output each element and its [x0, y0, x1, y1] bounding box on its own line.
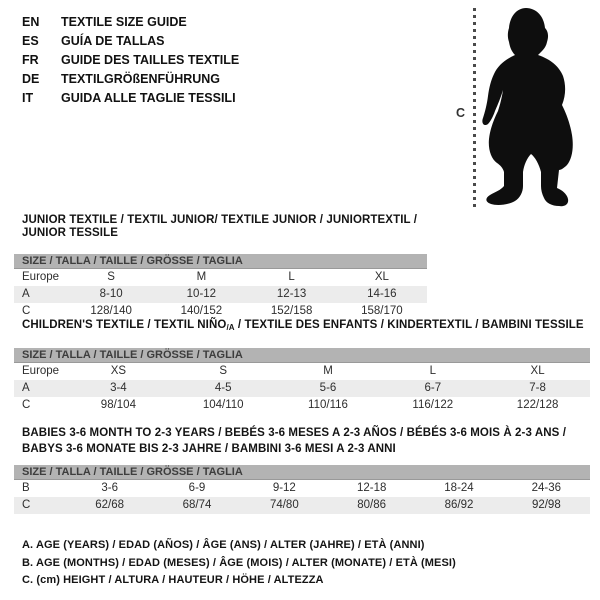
footnote-c: C. (cm) HEIGHT / ALTURA / HAUTEUR / HÖHE / ALTEZZA: [22, 574, 324, 586]
size-header-bar: SIZE / TALLA / TAILLE / GRÖSSE / TAGLIA: [14, 254, 427, 269]
footnote-a: A. AGE (YEARS) / EDAD (AÑOS) / ÂGE (ANS) / ALTER (JAHRE) / ETÀ (ANNI): [22, 539, 425, 551]
language-row-fr: [22, 51, 239, 70]
table-cell: S: [107, 271, 115, 283]
junior-table-section: [14, 214, 427, 320]
table-row: [14, 286, 427, 303]
table-row: [14, 397, 590, 414]
language-row-it: [22, 89, 239, 108]
language-list: [22, 13, 239, 108]
footnote-b: B. AGE (MONTHS) / EDAD (MESES) / ÂGE (MOIS) / ALTER (MONATE) / ETÀ (MESI): [22, 556, 456, 569]
table-cell: 6-7: [424, 382, 442, 394]
row-label: C: [22, 399, 31, 411]
table-cell: 6-9: [188, 482, 206, 494]
table-cell: 3-4: [110, 382, 127, 394]
language-title: TEXTILGRÖßENFÜHRUNG: [61, 72, 221, 86]
row-label: B: [22, 482, 30, 494]
table-cell: 24-36: [531, 482, 562, 494]
table-cell: 9-12: [272, 482, 296, 494]
language-title: GUIDA ALLE TAGLIE TESSILI: [61, 91, 236, 105]
language-title: GUÍA DE TALLAS: [61, 34, 165, 48]
language-code: DE: [22, 72, 40, 86]
table-cell: 10-12: [186, 288, 217, 300]
language-code: FR: [22, 53, 39, 67]
table-cell: 80/86: [357, 499, 387, 511]
table-row: [14, 363, 590, 380]
table-cell: 152/158: [270, 305, 313, 317]
title-text: CHILDREN'S TEXTILE / TEXTIL NIÑO: [22, 319, 227, 331]
language-code: EN: [22, 15, 40, 29]
table-row: [14, 497, 590, 514]
title-text: / TEXTILE DES ENFANTS / KINDERTEXTIL / BAMBINI TESSILE: [234, 319, 584, 331]
language-row-de: [22, 70, 239, 89]
table-cell: 116/122: [412, 399, 454, 411]
table-row: [14, 303, 427, 320]
table-cell: 140/152: [180, 305, 223, 317]
table-cell: M: [196, 271, 207, 283]
table-cell: 68/74: [182, 499, 212, 511]
row-label: A: [22, 288, 30, 300]
height-measure-label: C: [456, 106, 466, 120]
table-cell: XL: [530, 365, 545, 377]
row-label: C: [22, 305, 31, 317]
table-cell: 3-6: [101, 482, 118, 494]
table-cell: 7-8: [529, 382, 546, 394]
height-measure-line: [473, 8, 476, 210]
table-cell: 158/170: [361, 305, 403, 317]
babies-table-section: [14, 425, 590, 514]
table-row: [14, 269, 427, 286]
table-cell: 8-10: [99, 288, 123, 300]
table-row: [14, 480, 590, 497]
table-cell: XL: [374, 271, 389, 283]
language-title: GUIDE DES TAILLES TEXTILE: [61, 53, 240, 67]
toddler-silhouette-icon: [477, 2, 597, 212]
language-code: IT: [22, 91, 34, 105]
language-row-en: [22, 13, 239, 32]
table-cell: 4-5: [214, 382, 232, 394]
babies-table: [14, 465, 590, 514]
table-cell: 62/68: [95, 499, 125, 511]
table-cell: 128/140: [90, 305, 132, 317]
table-cell: M: [323, 365, 333, 377]
figure-area: [450, 0, 600, 230]
row-label: Europe: [22, 365, 60, 377]
children-table: [14, 348, 590, 414]
table-cell: S: [219, 365, 228, 377]
table-cell: 14-16: [367, 288, 397, 300]
language-code: ES: [22, 34, 39, 48]
children-table-section: [14, 319, 590, 414]
babies-title-line1: BABIES 3-6 MONTH TO 2-3 YEARS / BEBÉS 3-6 MESES A 2-3 AÑOS / BÉBÉS 3-6 MOIS À 2-3 ANS /: [22, 427, 566, 439]
row-label: Europe: [22, 271, 60, 283]
size-header-bar: SIZE / TALLA / TAILLE / GRÖSSE / TAGLIA: [14, 465, 590, 480]
row-label: A: [22, 382, 30, 394]
table-cell: XS: [110, 365, 127, 377]
table-cell: 12-18: [356, 482, 387, 494]
title-subscript: /A: [226, 323, 235, 332]
table-cell: 74/80: [269, 499, 299, 511]
table-cell: 86/92: [444, 499, 474, 511]
table-cell: 92/98: [531, 499, 561, 511]
table-cell: 12-13: [276, 288, 307, 300]
table-row: [14, 380, 590, 397]
table-cell: 98/104: [100, 399, 136, 411]
junior-table-title: JUNIOR TEXTILE / TEXTIL JUNIOR/ TEXTILE JUNIOR / JUNIORTEXTIL / JUNIOR TESSILE: [22, 214, 418, 239]
table-cell: L: [288, 271, 295, 283]
babies-title-line2: BABYS 3-6 MONATE BIS 2-3 JAHRE / BAMBINI 3-6 MESI A 2-3 ANNI: [22, 443, 396, 455]
table-cell: 18-24: [444, 482, 474, 494]
language-title: TEXTILE SIZE GUIDE: [61, 15, 187, 29]
size-header-bar: SIZE / TALLA / TAILLE / GRÖSSE / TAGLIA: [14, 348, 590, 363]
junior-table: [14, 254, 427, 320]
table-cell: 122/128: [516, 399, 559, 411]
table-cell: 110/116: [308, 399, 348, 411]
row-label: C: [22, 499, 31, 511]
table-cell: 104/110: [202, 399, 244, 411]
table-cell: 5-6: [319, 382, 337, 394]
children-table-title: [22, 319, 590, 334]
table-cell: L: [429, 365, 436, 377]
footnotes: [22, 537, 456, 590]
language-row-es: [22, 32, 239, 51]
babies-table-title: [22, 425, 590, 457]
